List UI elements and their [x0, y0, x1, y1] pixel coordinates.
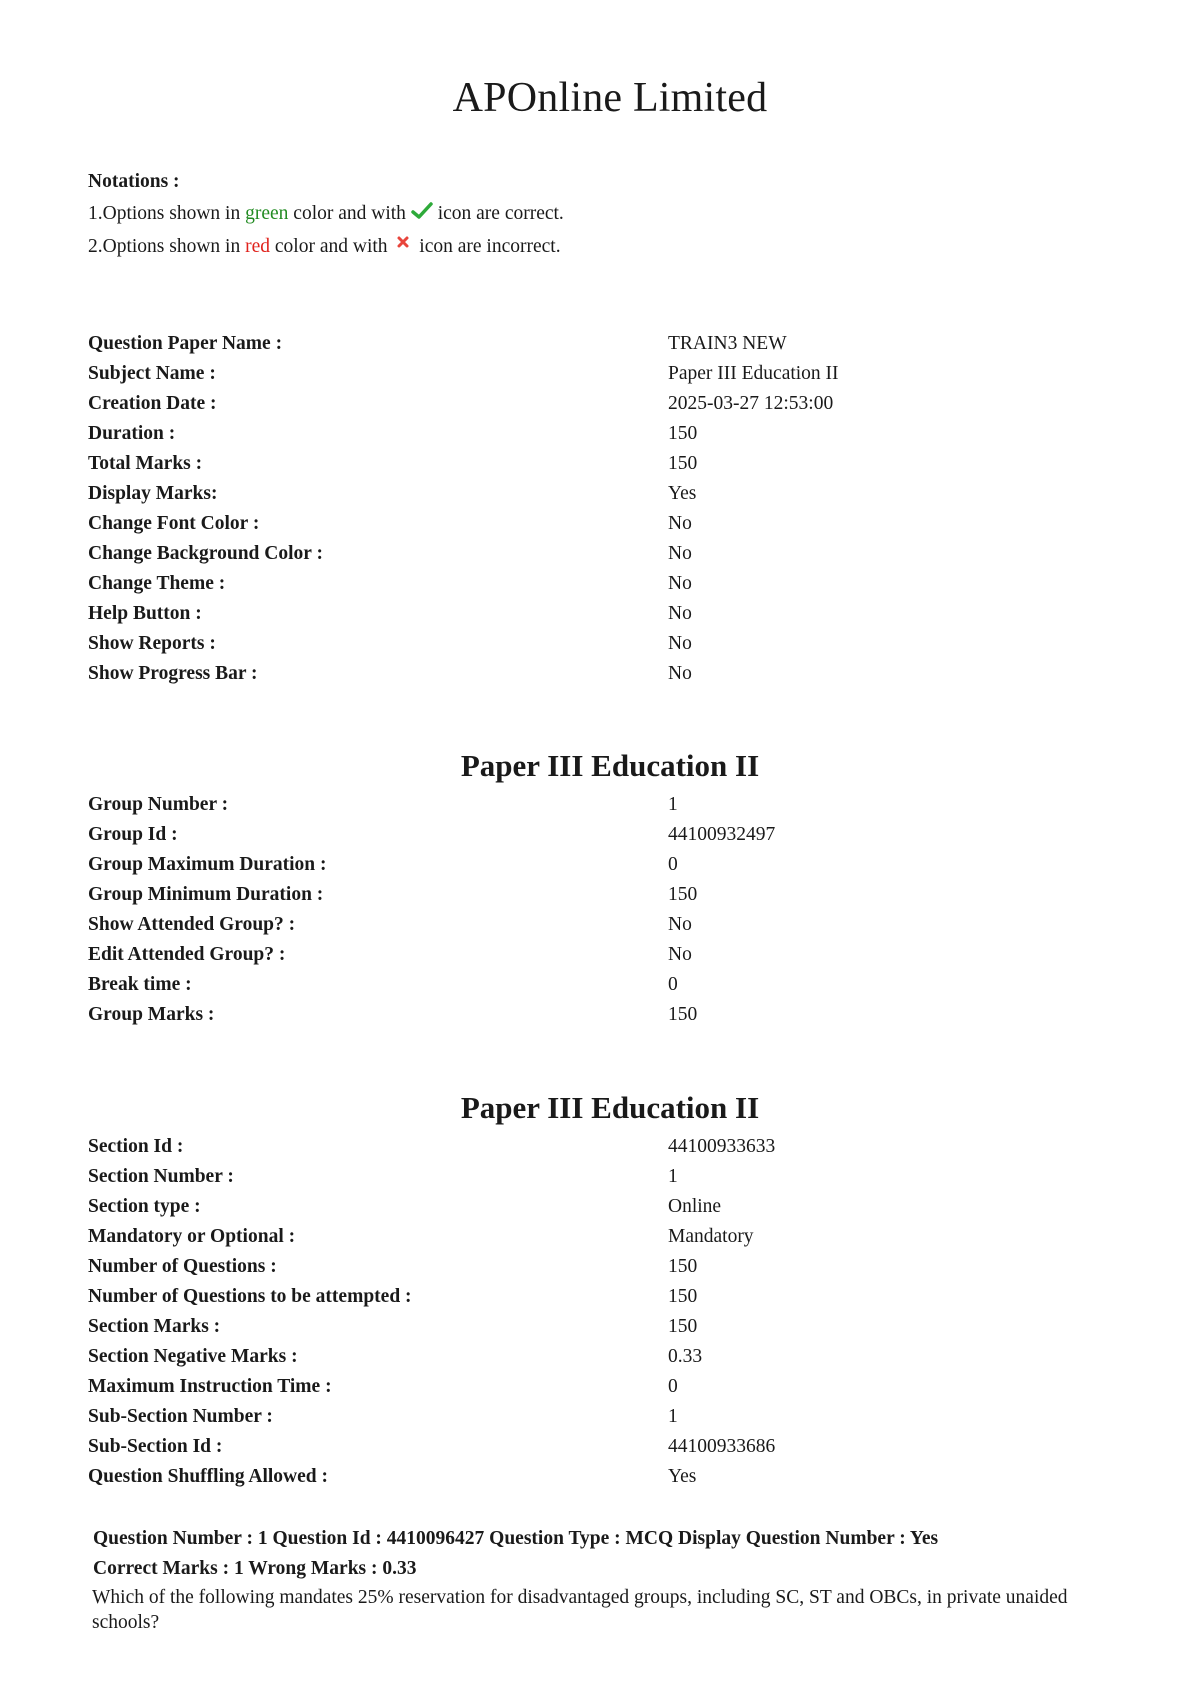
info-label: Sub-Section Number : [88, 1406, 273, 1427]
info-label: Group Minimum Duration : [88, 884, 324, 905]
info-label: Question Paper Name : [88, 333, 283, 354]
info-row [88, 419, 1138, 449]
info-label: Change Background Color : [88, 543, 323, 564]
info-value: No [668, 633, 692, 654]
info-label: Group Marks : [88, 1004, 215, 1025]
info-row [88, 1312, 1138, 1342]
info-label: Help Button : [88, 603, 202, 624]
section-title: Paper III Education II [460, 1090, 760, 1125]
group-info-table [88, 790, 1138, 1030]
info-label: Section Number : [88, 1166, 234, 1187]
page-title: APOnline Limited [452, 75, 768, 121]
info-value: No [668, 944, 692, 965]
info-row [88, 1000, 1138, 1030]
info-row [88, 1132, 1138, 1162]
info-row [88, 1432, 1138, 1462]
info-value: 150 [668, 423, 698, 444]
info-label: Number of Questions to be attempted : [88, 1286, 412, 1307]
info-row [88, 659, 1138, 689]
info-label: Maximum Instruction Time : [88, 1376, 332, 1397]
info-label: Subject Name : [88, 363, 216, 384]
info-value: 150 [668, 1316, 698, 1337]
info-value: Paper III Education II [668, 363, 839, 384]
info-value: No [668, 513, 692, 534]
info-label: Mandatory or Optional : [88, 1226, 296, 1247]
question-text: Which of the following mandates 25% reservation for disadvantaged groups, including SC, ST and OBCs, in private unaided schools? [92, 1587, 1068, 1633]
info-row [88, 1342, 1138, 1372]
info-row [88, 389, 1138, 419]
info-value: No [668, 663, 692, 684]
info-row [88, 569, 1138, 599]
info-row [88, 820, 1138, 850]
info-label: Change Theme : [88, 573, 226, 594]
info-value: Mandatory [668, 1226, 754, 1247]
info-row [88, 1402, 1138, 1432]
info-label: Duration : [88, 423, 176, 444]
section-info-table [88, 1132, 1138, 1492]
info-label: Show Reports : [88, 633, 216, 654]
info-value: 150 [668, 1256, 698, 1277]
red-word: red [245, 235, 271, 257]
info-label: Number of Questions : [88, 1256, 277, 1277]
info-row [88, 940, 1138, 970]
info-row [88, 329, 1138, 359]
info-label: Group Maximum Duration : [88, 854, 327, 875]
info-row [88, 880, 1138, 910]
info-row [88, 1462, 1138, 1492]
info-label: Show Progress Bar : [88, 663, 258, 684]
info-value: 0.33 [668, 1346, 703, 1367]
info-row [88, 509, 1138, 539]
info-label: Change Font Color : [88, 513, 260, 534]
info-label: Section Negative Marks : [88, 1346, 298, 1367]
notation-correct: 1.Options shown in green color and with icon are correct. [88, 198, 564, 231]
info-value: Yes [668, 483, 697, 504]
info-value: 0 [668, 974, 678, 995]
info-row [88, 850, 1138, 880]
info-label: Question Shuffling Allowed : [88, 1466, 329, 1487]
info-row [88, 359, 1138, 389]
info-row [88, 790, 1138, 820]
info-label: Display Marks: [88, 483, 218, 504]
info-value: 150 [668, 1004, 698, 1025]
notations-block [88, 166, 564, 263]
question-meta-line2: Correct Marks : 1 Wrong Marks : 0.33 [93, 1558, 417, 1579]
info-value: Online [668, 1196, 722, 1217]
info-value: No [668, 543, 692, 564]
info-row [88, 1372, 1138, 1402]
info-row [88, 1192, 1138, 1222]
green-word: green [245, 203, 289, 224]
info-row [88, 1282, 1138, 1312]
info-value: 1 [668, 794, 678, 815]
group-title: Paper III Education II [460, 748, 760, 783]
info-label: Creation Date : [88, 393, 217, 414]
info-row [88, 449, 1138, 479]
info-row [88, 1222, 1138, 1252]
info-value: 1 [668, 1166, 678, 1187]
info-value: 150 [668, 884, 698, 905]
info-value: No [668, 573, 692, 594]
cross-icon [392, 231, 414, 263]
info-row [88, 970, 1138, 1000]
info-label: Total Marks : [88, 453, 203, 474]
info-row [88, 910, 1138, 940]
info-label: Edit Attended Group? : [88, 944, 286, 965]
info-value: No [668, 914, 692, 935]
info-value: TRAIN3 NEW [668, 333, 787, 354]
info-value: 150 [668, 1286, 698, 1307]
notations-heading: Notations : [88, 171, 180, 192]
info-value: 2025-03-27 12:53:00 [668, 393, 834, 414]
info-label: Group Number : [88, 794, 229, 815]
info-label: Sub-Section Id : [88, 1436, 223, 1457]
info-row [88, 1252, 1138, 1282]
info-value: 44100932497 [668, 824, 776, 845]
info-value: 44100933686 [668, 1436, 776, 1457]
info-value: No [668, 603, 692, 624]
question-meta [93, 1524, 938, 1584]
info-row [88, 539, 1138, 569]
info-label: Group Id : [88, 824, 178, 845]
info-value: 150 [668, 453, 698, 474]
info-value: 44100933633 [668, 1136, 776, 1157]
info-row [88, 479, 1138, 509]
info-value: 0 [668, 1376, 678, 1397]
info-row [88, 1162, 1138, 1192]
info-label: Section type : [88, 1196, 201, 1217]
info-value: 0 [668, 854, 678, 875]
info-label: Show Attended Group? : [88, 914, 296, 935]
info-label: Section Id : [88, 1136, 184, 1157]
paper-info-table [88, 329, 1138, 689]
info-label: Break time : [88, 974, 192, 995]
question-meta-line1: Question Number : 1 Question Id : 4410096427 Question Type : MCQ Display Question Number : Yes [93, 1528, 939, 1549]
info-row [88, 599, 1138, 629]
info-value: 1 [668, 1406, 678, 1427]
info-row [88, 629, 1138, 659]
info-value: Yes [668, 1466, 697, 1487]
notation-incorrect: 2.Options shown in red color and with icon are incorrect. [88, 231, 564, 264]
check-icon [411, 199, 433, 231]
info-label: Section Marks : [88, 1316, 221, 1337]
